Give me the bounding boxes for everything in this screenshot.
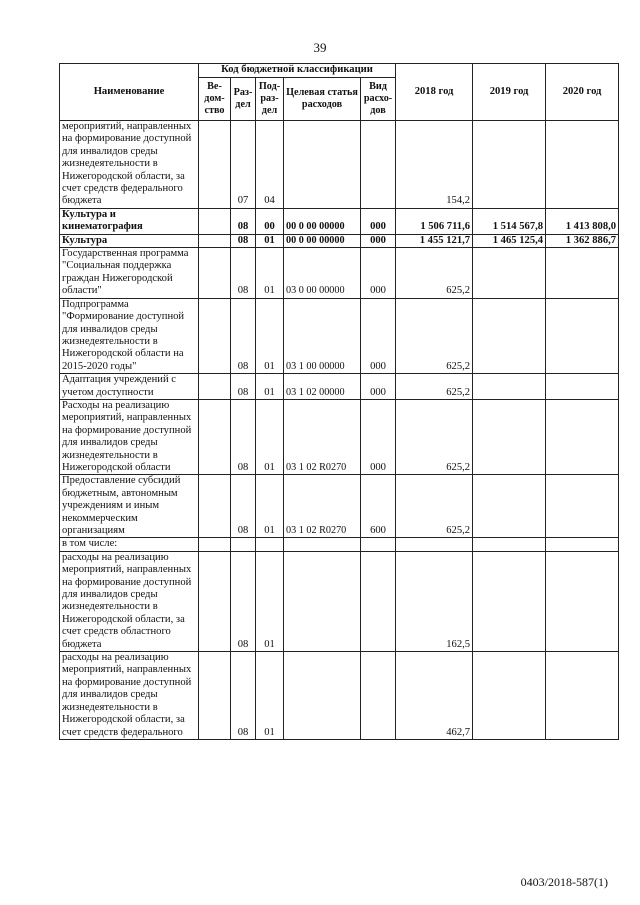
cell-2020: 1 413 808,0 [546,208,619,234]
cell-dept [199,208,231,234]
cell-type: 000 [361,234,396,247]
cell-subsection: 01 [256,652,284,740]
cell-subsection: 01 [256,234,284,247]
cell-name: мероприятий, направленных на формирование доступной для инвалидов среды жизнедеятельности в Нижегородской области, за счет средств федерального бюджета [60,121,199,209]
cell-2019 [473,538,546,551]
cell-2018: 1 506 711,6 [396,208,473,234]
cell-target [284,121,361,209]
cell-2018: 625,2 [396,374,473,400]
cell-dept [199,652,231,740]
table-body [60,121,619,740]
cell-section: 08 [231,475,256,538]
cell-section: 08 [231,208,256,234]
cell-2019 [473,551,546,651]
table-row [60,399,619,474]
cell-target: 03 1 02 R0270 [284,475,361,538]
cell-name: в том числе: [60,538,199,551]
cell-2019 [473,248,546,299]
cell-target: 03 1 02 R0270 [284,399,361,474]
cell-2018: 625,2 [396,399,473,474]
cell-subsection [256,538,284,551]
cell-dept [199,374,231,400]
cell-type: 000 [361,298,396,373]
cell-dept [199,399,231,474]
cell-2020 [546,121,619,209]
cell-2020 [546,374,619,400]
cell-subsection: 01 [256,399,284,474]
header-name: Наименование [60,64,199,121]
table-row [60,234,619,247]
cell-dept [199,234,231,247]
header-target: Целевая статья расходов [284,78,361,121]
cell-name: Государственная программа "Социальная поддержка граждан Нижегородской области" [60,248,199,299]
cell-name: Расходы на реализацию мероприятий, направленных на формирование доступной для инвалидов среды жизнедеятельности в Нижегородской области [60,399,199,474]
cell-subsection: 04 [256,121,284,209]
cell-target: 00 0 00 00000 [284,234,361,247]
cell-dept [199,248,231,299]
cell-name: Адаптация учреждений с учетом доступности [60,374,199,400]
table-row [60,475,619,538]
cell-2020 [546,652,619,740]
cell-2018: 625,2 [396,475,473,538]
cell-type [361,121,396,209]
cell-section: 08 [231,652,256,740]
cell-section: 07 [231,121,256,209]
table-row [60,121,619,209]
cell-type: 600 [361,475,396,538]
cell-name: расходы на реализацию мероприятий, направленных на формирование доступной для инвалидов среды жизнедеятельности в Нижегородской области, за счет средств федерального [60,652,199,740]
cell-2019 [473,475,546,538]
cell-target [284,551,361,651]
cell-name: Культура [60,234,199,247]
cell-dept [199,551,231,651]
cell-name: Предоставление субсидий бюджетным, автономным учреждениям и иным некоммерческим организациям [60,475,199,538]
cell-dept [199,121,231,209]
cell-target: 00 0 00 00000 [284,208,361,234]
cell-type: 000 [361,208,396,234]
page-number: 39 [313,40,327,55]
cell-2018: 154,2 [396,121,473,209]
table-header [60,64,619,121]
cell-2020 [546,551,619,651]
cell-2020 [546,475,619,538]
cell-type: 000 [361,374,396,400]
cell-target: 03 1 02 00000 [284,374,361,400]
cell-subsection: 01 [256,298,284,373]
cell-target: 03 1 00 00000 [284,298,361,373]
header-type: Вид расхо-дов [361,78,396,121]
cell-target: 03 0 00 00000 [284,248,361,299]
cell-2019 [473,121,546,209]
cell-dept [199,298,231,373]
header-section: Раз-дел [231,78,256,121]
cell-2019: 1 514 567,8 [473,208,546,234]
cell-section: 08 [231,551,256,651]
cell-section [231,538,256,551]
cell-dept [199,538,231,551]
cell-name: Культура и кинематография [60,208,199,234]
cell-type [361,551,396,651]
table-row [60,248,619,299]
cell-target [284,652,361,740]
cell-2019 [473,399,546,474]
cell-2018: 162,5 [396,551,473,651]
header-subsection: Под-раз-дел [256,78,284,121]
cell-name: расходы на реализацию мероприятий, направленных на формирование доступной для инвалидов среды жизнедеятельности в Нижегородской области, за счет средств областного бюджета [60,551,199,651]
table-row [60,551,619,651]
table-row [60,208,619,234]
cell-2018: 462,7 [396,652,473,740]
cell-2020 [546,399,619,474]
cell-type: 000 [361,399,396,474]
table-row [60,298,619,373]
table-row [60,374,619,400]
budget-table [59,63,619,740]
cell-subsection: 01 [256,551,284,651]
cell-section: 08 [231,374,256,400]
cell-2019 [473,652,546,740]
cell-section: 08 [231,248,256,299]
cell-dept [199,475,231,538]
header-dept: Ве-дом-ство [199,78,231,121]
cell-2019: 1 465 125,4 [473,234,546,247]
document-code: 0403/2018-587(1) [520,875,608,889]
header-classification-group: Код бюджетной классификации [199,64,396,78]
table-row [60,538,619,551]
cell-2019 [473,374,546,400]
cell-section: 08 [231,298,256,373]
cell-section: 08 [231,234,256,247]
header-2020: 2020 год [546,64,619,121]
cell-type [361,538,396,551]
header-2019: 2019 год [473,64,546,121]
cell-type [361,652,396,740]
cell-2020: 1 362 886,7 [546,234,619,247]
cell-2020 [546,538,619,551]
cell-2020 [546,248,619,299]
header-2018: 2018 год [396,64,473,121]
cell-2018: 625,2 [396,298,473,373]
cell-2018 [396,538,473,551]
cell-2018: 1 455 121,7 [396,234,473,247]
cell-2018: 625,2 [396,248,473,299]
cell-2020 [546,298,619,373]
cell-target [284,538,361,551]
cell-subsection: 01 [256,248,284,299]
cell-name: Подпрограмма "Формирование доступной для инвалидов среды жизнедеятельности в Нижегородской области на 2015-2020 годы" [60,298,199,373]
cell-subsection: 01 [256,374,284,400]
table-row [60,652,619,740]
cell-type: 000 [361,248,396,299]
cell-subsection: 01 [256,475,284,538]
cell-2019 [473,298,546,373]
cell-subsection: 00 [256,208,284,234]
cell-section: 08 [231,399,256,474]
